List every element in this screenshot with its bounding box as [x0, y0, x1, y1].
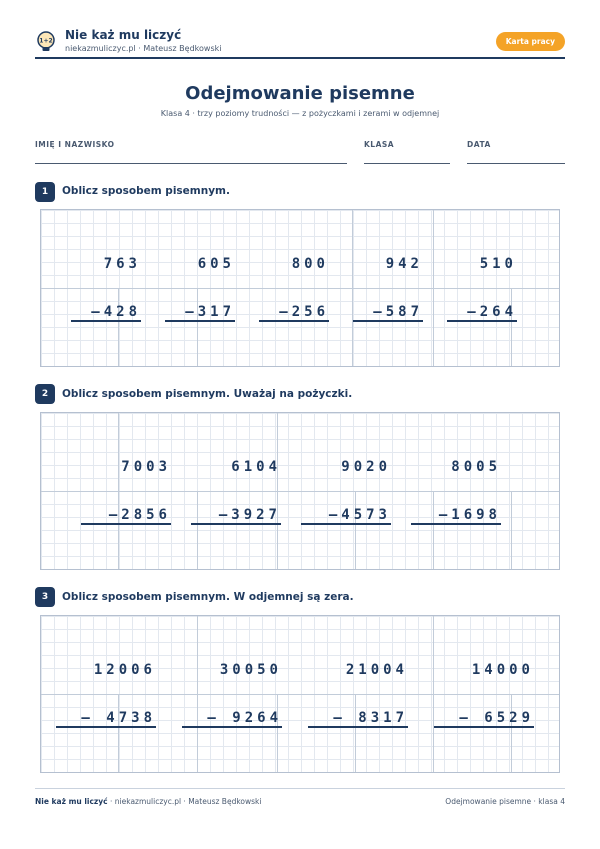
task-3-grid[interactable]: [40, 615, 560, 773]
page-title: Odejmowanie pisemne: [185, 83, 415, 104]
problem-3-1: [56, 630, 156, 760]
page-subtitle: Klasa 4 · trzy poziomy trudności — z pożyczkami i zerami w odjemnej: [160, 109, 440, 118]
task-2-grid[interactable]: [40, 412, 560, 570]
task-2-title: Oblicz sposobem pisemnym. Uważaj na pożyczki.: [62, 388, 353, 400]
brand-name: Nie każ mu liczyć: [65, 28, 182, 42]
problem-2-3: [301, 427, 391, 557]
footer-site: · niekazmuliczyc.pl · Mateusz Będkowski: [107, 797, 262, 806]
subtrahend: –1698: [411, 507, 501, 525]
problem-3-3: [308, 630, 408, 760]
task-1-grid[interactable]: [40, 209, 560, 367]
minuend: 942: [385, 256, 423, 272]
subtrahend: – 6529: [434, 710, 534, 728]
header-divider: [35, 57, 565, 59]
subtrahend: –2856: [81, 507, 171, 525]
class-label: KLASA: [364, 140, 395, 149]
minuend: 14000: [471, 662, 534, 678]
date-field[interactable]: [467, 163, 565, 164]
minuend: 12006: [93, 662, 156, 678]
subtrahend: – 4738: [56, 710, 156, 728]
task-1-title: Oblicz sposobem pisemnym.: [62, 185, 230, 197]
minuend: 605: [197, 256, 235, 272]
footer-left: [35, 797, 261, 806]
svg-text:1+2: 1+2: [39, 37, 53, 45]
problem-2-2: [191, 427, 281, 557]
subtrahend: –428: [71, 304, 141, 322]
grid-divider: [511, 491, 512, 569]
task-3-title: Oblicz sposobem pisemnym. W odjemnej są zera.: [62, 591, 354, 603]
footer-divider: [35, 788, 565, 789]
subtrahend: –4573: [301, 507, 391, 525]
class-field[interactable]: [364, 163, 450, 164]
footer-right: Odejmowanie pisemne · klasa 4: [445, 797, 565, 806]
lightbulb-logo-icon: [35, 30, 57, 54]
minuend: 8005: [451, 459, 501, 475]
minuend: 21004: [345, 662, 408, 678]
subtrahend: –317: [165, 304, 235, 322]
problem-3-4: [434, 630, 534, 760]
minuend: 800: [291, 256, 329, 272]
minuend: 9020: [341, 459, 391, 475]
minuend: 6104: [231, 459, 281, 475]
brand-site: niekazmuliczyc.pl · Mateusz Będkowski: [65, 44, 222, 53]
worksheet-badge: Karta pracy: [496, 32, 565, 51]
header: [35, 28, 565, 58]
minuend: 7003: [121, 459, 171, 475]
problem-1-4: [353, 224, 423, 354]
problem-3-2: [182, 630, 282, 760]
subtrahend: – 8317: [308, 710, 408, 728]
problem-2-4: [411, 427, 501, 557]
subtrahend: – 9264: [182, 710, 282, 728]
name-field[interactable]: [35, 163, 347, 164]
minuend: 510: [479, 256, 517, 272]
problem-1-2: [165, 224, 235, 354]
task-1-number: 1: [35, 182, 55, 202]
problem-1-3: [259, 224, 329, 354]
problem-1-1: [71, 224, 141, 354]
subtrahend: –264: [447, 304, 517, 322]
grid-divider: [433, 210, 434, 366]
minuend: 763: [103, 256, 141, 272]
problem-2-1: [81, 427, 171, 557]
name-label: IMIĘ I NAZWISKO: [35, 140, 115, 149]
subtrahend: –587: [353, 304, 423, 322]
task-3-number: 3: [35, 587, 55, 607]
footer-brand: Nie każ mu liczyć: [35, 797, 108, 806]
problem-1-5: [447, 224, 517, 354]
subtrahend: –256: [259, 304, 329, 322]
date-label: DATA: [467, 140, 491, 149]
task-2-number: 2: [35, 384, 55, 404]
minuend: 30050: [219, 662, 282, 678]
subtrahend: –3927: [191, 507, 281, 525]
